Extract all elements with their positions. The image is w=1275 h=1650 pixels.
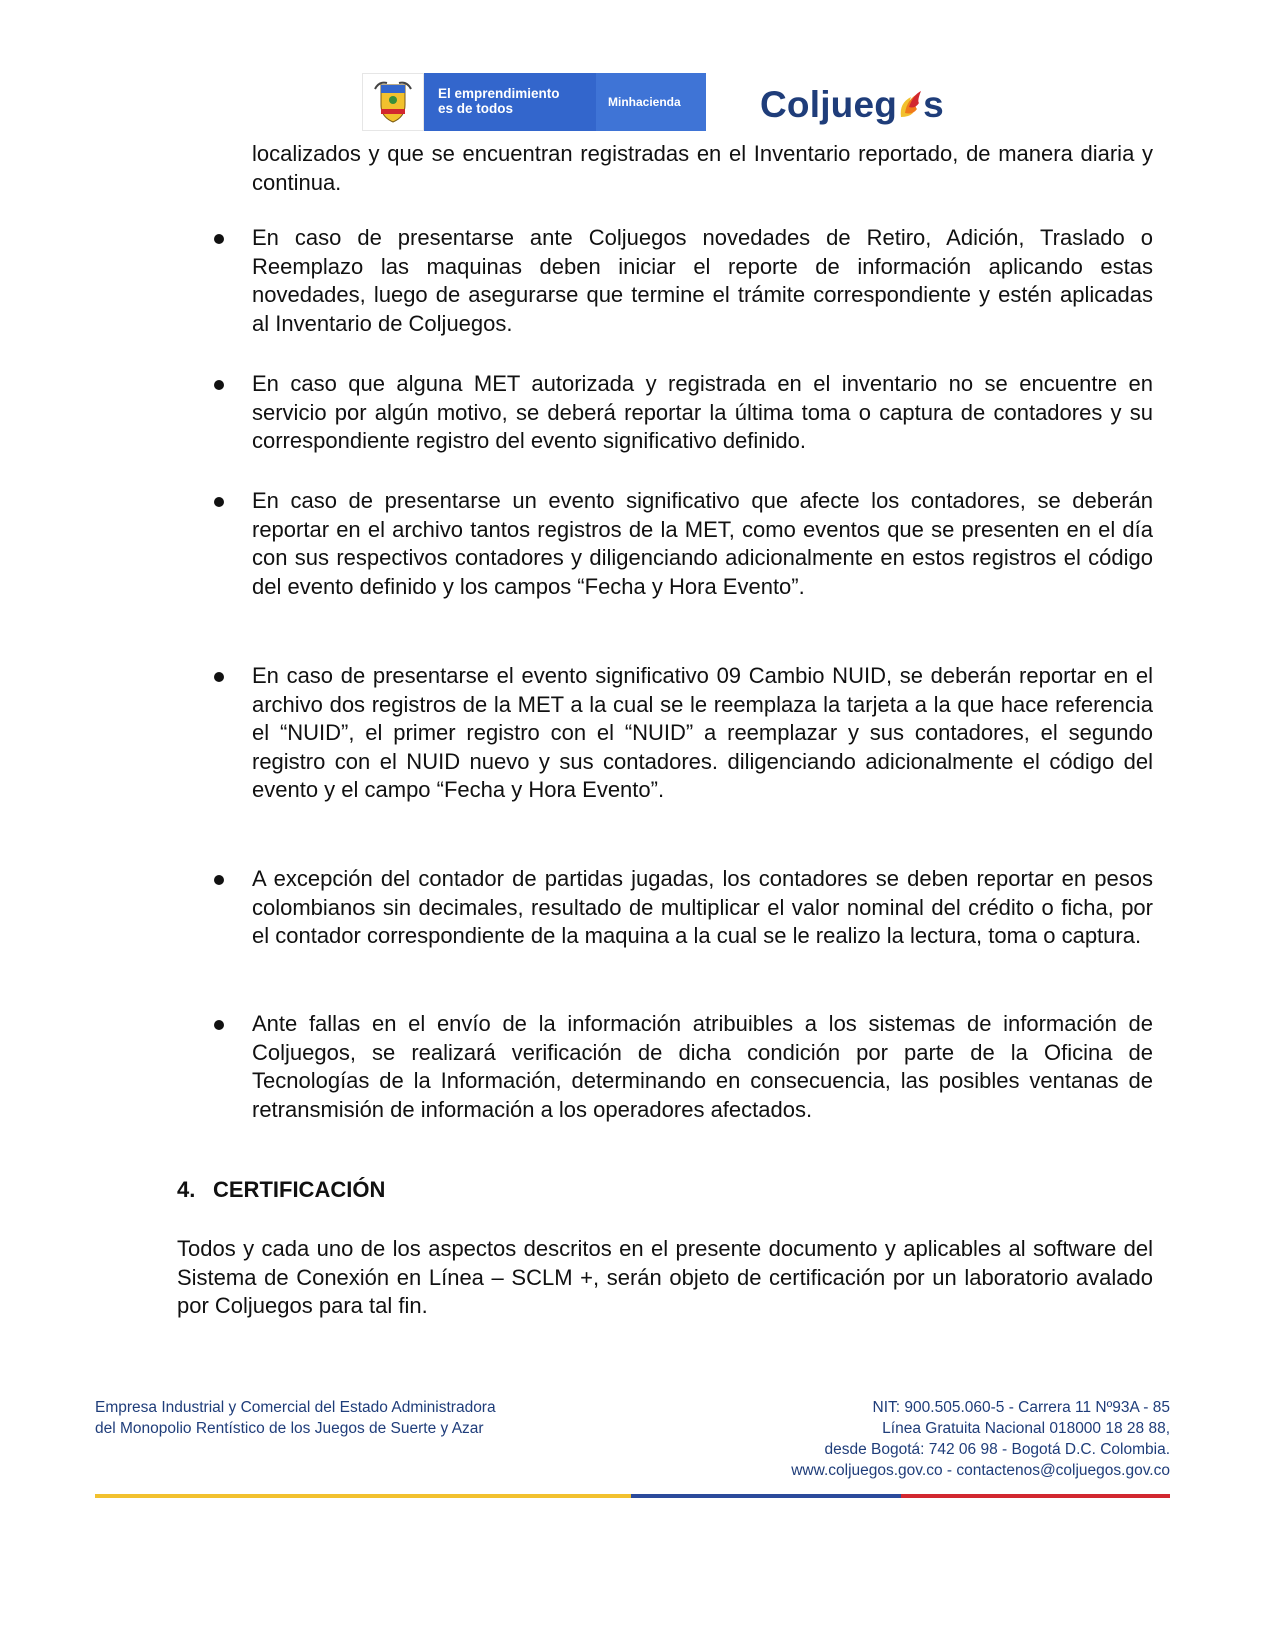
footer-left-line-2: del Monopolio Rentístico de los Juegos de Suerte y Azar [95, 1420, 484, 1437]
bullet-marker [214, 672, 224, 682]
footer-contact-info [791, 1397, 1170, 1481]
bullet-marker [214, 380, 224, 390]
footer-left-line-1: Empresa Industrial y Comercial del Estado Administradora [95, 1399, 496, 1416]
bullet-marker [214, 1020, 224, 1030]
colombia-coat-of-arms-icon [362, 73, 424, 131]
footer-toll-free: Línea Gratuita Nacional 018000 18 28 88, [882, 1420, 1170, 1437]
footer-web-email[interactable]: www.coljuegos.gov.co - contactenos@coljuegos.gov.co [791, 1462, 1170, 1479]
bullet-marker [214, 497, 224, 507]
government-banner [362, 73, 706, 131]
footer-company-info [95, 1397, 496, 1439]
brand-suffix: s [923, 84, 944, 125]
section-number: 4. [177, 1177, 196, 1202]
stripe-blue [631, 1494, 901, 1498]
bullet-item-1: En caso de presentarse ante Coljuegos novedades de Retiro, Adición, Traslado o Reemplazo las maquinas deben iniciar el reporte de información aplicando estas novedades, luego de asegurarse que termine el trámite correspondiente y estén aplicadas al Inventario de Coljuegos. [252, 225, 1153, 336]
stripe-yellow [95, 1494, 631, 1498]
ministry-label: Minhacienda [596, 73, 706, 131]
section-title: CERTIFICACIÓN [213, 1177, 386, 1202]
bullet-item-4: En caso de presentarse el evento significativo 09 Cambio NUID, se deberán reportar en el archivo dos registros de la MET a la cual se le reemplaza la tarjeta a la que hace referencia el “NUID”, el primer registro con el “NUID” a reemplazar y sus contadores, el segundo registro con el NUID nuevo y sus contadores. diligenciando adicionalmente el código del evento y el campo “Fecha y Hora Evento”. [252, 663, 1153, 803]
page-header [362, 73, 962, 133]
brand-swirl-icon [897, 87, 923, 123]
footer-flag-stripe [95, 1494, 1170, 1498]
slogan-line-1: El emprendimiento [438, 86, 560, 101]
section-paragraph: Todos y cada uno de los aspectos descritos en el presente documento y aplicables al software del Sistema de Conexión en Línea – SCLM +, serán objeto de certificación por un laboratorio avalado por Coljuegos para tal fin. [177, 1236, 1153, 1319]
stripe-red [901, 1494, 1170, 1498]
bullet-marker [214, 234, 224, 244]
bullet-marker [214, 875, 224, 885]
footer-bogota-phone: desde Bogotá: 742 06 98 - Bogotá D.C. Colombia. [824, 1441, 1170, 1458]
section-heading [177, 1176, 385, 1204]
footer-nit-address: NIT: 900.505.060-5 - Carrera 11 Nº93A - 85 [872, 1399, 1170, 1416]
slogan-line-2: es de todos [438, 101, 514, 116]
coljuegos-logo [760, 83, 944, 127]
continuation-paragraph: localizados y que se encuentran registradas en el Inventario reportado, de manera diaria y continua. [252, 141, 1153, 195]
bullet-item-3: En caso de presentarse un evento significativo que afecte los contadores, se deberán reportar en el archivo tantos registros de la MET, como eventos que se presenten en el día con sus respectivos contadores y diligenciando adicionalmente en estos registros el código del evento definido y los campos “Fecha y Hora Evento”. [252, 488, 1153, 599]
brand-prefix: Coljueg [760, 84, 898, 125]
bullet-item-6: Ante fallas en el envío de la información atribuibles a los sistemas de información de Coljuegos, se realizará verificación de dicha condición por parte de la Oficina de Tecnologías de la Información, determinando en consecuencia, las posibles ventanas de retransmisión de información a los operadores afectados. [252, 1011, 1153, 1122]
bullet-item-2: En caso que alguna MET autorizada y registrada en el inventario no se encuentre en servicio por algún motivo, se deberá reportar la última toma o captura de contadores y su correspondiente registro del evento significativo definido. [252, 371, 1153, 454]
bullet-item-5: A excepción del contador de partidas jugadas, los contadores se deben reportar en pesos colombianos sin decimales, resultado de multiplicar el valor nominal del crédito o ficha, por el contador correspondiente de la maquina a la cual se le realizo la lectura, toma o captura. [252, 866, 1153, 949]
government-slogan [424, 73, 596, 131]
